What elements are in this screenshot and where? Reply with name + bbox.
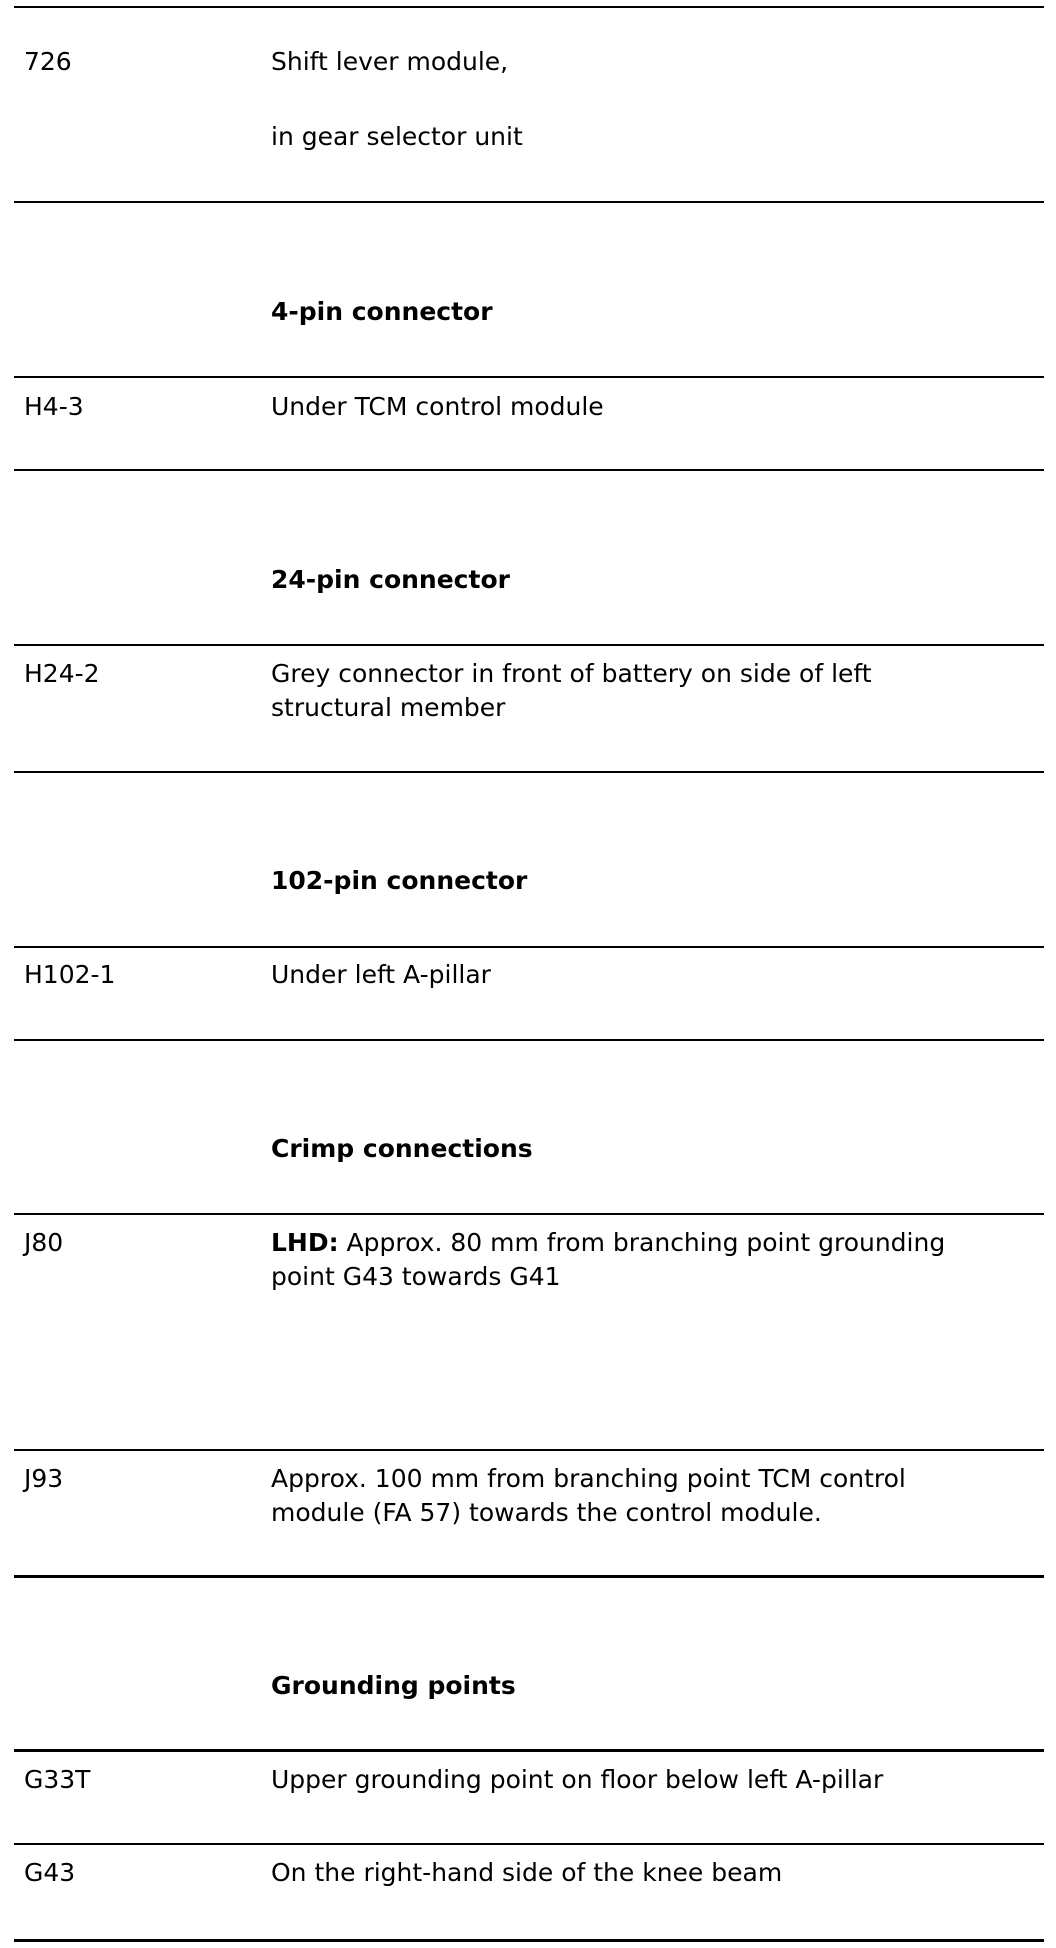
table-rule [14, 946, 1044, 948]
table-rule [14, 1843, 1044, 1845]
table-rule [14, 1449, 1044, 1451]
component-description: in gear selector unit [271, 122, 523, 151]
component-code: H102-1 [24, 960, 116, 989]
component-code: 726 [24, 47, 72, 76]
section-heading: Crimp connections [271, 1134, 533, 1163]
table-rule [14, 1749, 1044, 1752]
table-rule [14, 201, 1044, 203]
component-code: J80 [24, 1228, 64, 1257]
table-rule [14, 644, 1044, 646]
component-description: Under TCM control module [271, 392, 604, 421]
component-code: H24-2 [24, 659, 100, 688]
table-rule [14, 771, 1044, 773]
component-code: G43 [24, 1858, 76, 1887]
lhd-prefix: LHD: [271, 1228, 339, 1257]
table-rule [14, 1213, 1044, 1215]
table-rule [14, 6, 1044, 8]
table-rule [14, 1575, 1044, 1578]
component-description: Under left A-pillar [271, 960, 491, 989]
section-heading: 24-pin connector [271, 565, 510, 594]
component-code: J93 [24, 1464, 64, 1493]
table-rule [14, 1039, 1044, 1041]
table-rule [14, 376, 1044, 378]
section-heading: Grounding points [271, 1671, 516, 1700]
component-description: module (FA 57) towards the control module. [271, 1498, 822, 1527]
component-description [271, 1226, 945, 1260]
component-description: Approx. 100 mm from branching point TCM control [271, 1464, 906, 1493]
component-description: On the right-hand side of the knee beam [271, 1858, 783, 1887]
component-description: Upper grounding point on floor below left A-pillar [271, 1765, 884, 1794]
component-description: point G43 towards G41 [271, 1262, 561, 1291]
table-rule [14, 1939, 1044, 1942]
section-heading: 4-pin connector [271, 297, 493, 326]
table-rule [14, 469, 1044, 471]
component-description: Shift lever module, [271, 47, 509, 76]
component-description-text: Approx. 80 mm from branching point grounding [338, 1228, 946, 1257]
component-description: structural member [271, 693, 506, 722]
component-code: H4-3 [24, 392, 84, 421]
component-code: G33T [24, 1765, 91, 1794]
section-heading: 102-pin connector [271, 866, 528, 895]
component-description: Grey connector in front of battery on side of left [271, 659, 872, 688]
